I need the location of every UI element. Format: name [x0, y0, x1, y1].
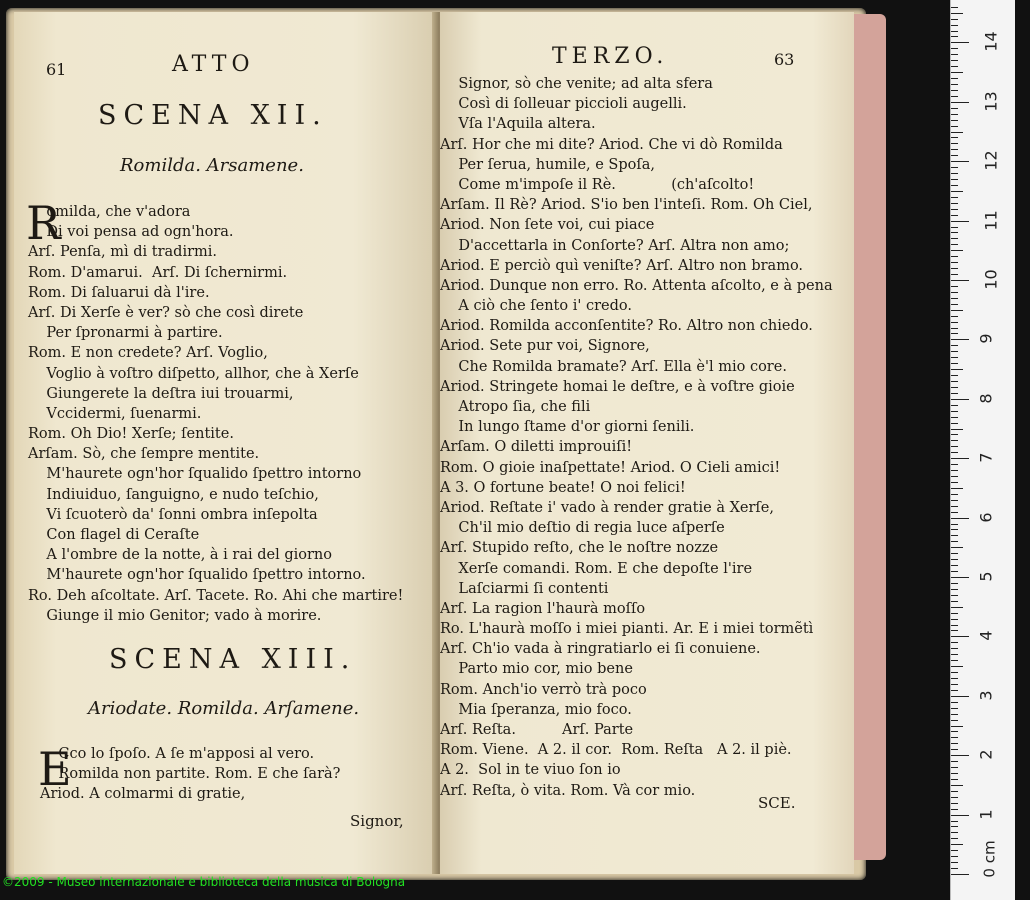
verse-line: In lungo ſtame d'or giorni ſenili. [440, 419, 695, 436]
verse-line: Arſ. La ragion l'haurà moſſo [440, 600, 646, 617]
ruler-tick [951, 850, 958, 851]
ruler-tick [951, 197, 958, 198]
ruler-tick [951, 417, 958, 418]
ruler-tick [951, 244, 958, 245]
ruler-tick [951, 720, 958, 721]
ruler-tick [951, 541, 958, 542]
ruler-number: 2 [976, 749, 996, 760]
verse-line: Ro. L'haurà moſſo i miei pianti. Ar. E i miei tormẽtì [440, 621, 814, 638]
ruler-tick [951, 298, 958, 299]
scene-12-title: SCENA XII. [98, 100, 328, 131]
verse-line: Arſam. Sò, che ſempre mentite. [28, 446, 260, 463]
copyright-credit: ©2009 - Museo internazionale e biblioteca della musica di Bologna [2, 875, 406, 889]
ruler-tick [951, 36, 958, 37]
ruler-tick [951, 203, 958, 204]
ruler-number: 12 [981, 150, 1001, 171]
ruler-tick [951, 345, 958, 346]
ruler-number: 5 [976, 571, 996, 582]
ruler-tick [951, 779, 958, 780]
ruler-tick [951, 60, 958, 61]
ruler-tick [951, 470, 958, 471]
ruler-tick [951, 512, 958, 513]
ruler-tick [951, 696, 969, 697]
ruler-unit-label: 0 cm [980, 840, 999, 878]
verse-line: Giunge il mio Genitor; vado à morire. [28, 607, 322, 624]
verse-line: Rom. Anch'io verrò trà poco [440, 681, 647, 698]
ruler-tick [951, 375, 958, 376]
ruler-tick [951, 494, 958, 495]
verse-line: Ariod. E perciò quì veniſte? Arſ. Altro non bramo. [440, 257, 804, 274]
verse-line: Ariod. Romilda acconſentite? Ro. Altro non chiedo. [440, 318, 813, 335]
right-page [440, 12, 854, 874]
verse-line: Arſam. O diletti improuiſi! [440, 439, 633, 456]
ruler-tick [951, 304, 958, 305]
ruler-tick [951, 518, 969, 519]
verse-line: Mia ſperanza, mio foco. [440, 701, 632, 718]
verse-line: Voglio à voſtro diſpetto, allhor, che à Xerſe [28, 365, 359, 382]
ruler-tick [951, 607, 963, 608]
ruler-tick [951, 619, 958, 620]
running-head-left: ATTO [172, 52, 255, 77]
ruler-tick [951, 636, 969, 637]
ruler-tick [951, 227, 958, 228]
ruler-tick [951, 743, 958, 744]
verse-line: Vi ſcuoterò da' ſonni ombra inſepolta [28, 506, 318, 523]
ruler-tick [951, 132, 963, 133]
verse-line: Arſ. Reſta, ò vita. Rom. Và cor mio. [440, 782, 696, 799]
ruler-tick [951, 179, 958, 180]
verse-line: Xerſe comandi. Rom. E che depoſte l'ire [440, 560, 753, 577]
ruler-tick [951, 155, 958, 156]
ruler-tick [951, 387, 958, 388]
verse-line: Atropo ſia, che fili [440, 399, 591, 415]
page-number-right: 63 [774, 50, 795, 69]
ruler-tick [951, 78, 958, 79]
ruler-tick [951, 832, 958, 833]
ruler-tick [951, 286, 958, 287]
ruler-tick [951, 137, 958, 138]
ruler-tick [951, 565, 958, 566]
ruler-tick [951, 803, 958, 804]
verse-line: Arſ. Hor che mi dite? Ariod. Che vi dò Romilda [440, 136, 783, 153]
ruler-tick [951, 613, 958, 614]
ruler-number: 13 [981, 91, 1001, 112]
scene-13-characters: Ariodate. Romilda. Arſamene. [88, 698, 360, 719]
verse-line: Così di ſolleuar piccioli augelli. [440, 96, 687, 113]
ruler-number: 10 [981, 269, 1001, 290]
ruler-tick [951, 708, 958, 709]
ruler-tick [951, 126, 958, 127]
right-page-text [440, 74, 833, 801]
ruler-tick [951, 215, 958, 216]
ruler-tick [951, 844, 963, 845]
measuring-ruler [950, 0, 1015, 900]
verse-line: Con flagel di Ceraſte [28, 527, 200, 543]
verse-line: Ariod. Stringete homai le deſtre, e à voſtre gioie [440, 378, 795, 395]
ruler-tick [951, 429, 963, 430]
ruler-tick [951, 642, 958, 643]
ruler-tick [951, 393, 958, 394]
ruler-tick [951, 280, 969, 281]
ruler-tick [951, 690, 958, 691]
ruler-tick [951, 714, 958, 715]
verse-line: Ariod. Sete pur voi, Signore, [440, 338, 650, 355]
ruler-tick [951, 167, 958, 168]
ruler-tick [951, 464, 958, 465]
verse-line: Di voi pensa ad ogn'hora. [28, 224, 234, 241]
verse-line: Cco lo ſpoſo. A ſe m'apposi al vero. [40, 746, 315, 762]
ruler-tick [951, 48, 958, 49]
ruler-tick [951, 702, 958, 703]
ruler-tick [951, 559, 958, 560]
ruler-tick [951, 476, 958, 477]
verse-line: Rom. Viene. A 2. il cor. Rom. Reſta A 2. il piè. [440, 742, 792, 759]
ruler-tick [951, 434, 958, 435]
verse-line: Vccidermi, ſuenarmi. [28, 405, 202, 422]
ruler-tick [951, 809, 958, 810]
ruler-tick [951, 672, 958, 673]
ruler-tick [951, 72, 963, 73]
verse-line: A ciò che ſento i' credo. [440, 298, 632, 315]
ruler-tick [951, 625, 958, 626]
ruler-tick [951, 191, 963, 192]
drop-cap-e: E [38, 742, 72, 796]
ruler-tick [951, 399, 969, 400]
ruler-tick [951, 666, 963, 667]
verse-line: A l'ombre de la notte, à i rai del giorno [28, 547, 332, 564]
ruler-tick [951, 96, 958, 97]
ruler-tick [951, 328, 958, 329]
ruler-tick [951, 535, 958, 536]
ruler-tick [951, 660, 958, 661]
ruler-tick [951, 108, 958, 109]
verse-line: A 2. Sol in te viuo ſon io [440, 762, 621, 779]
ruler-tick [951, 601, 958, 602]
ruler-tick [951, 274, 958, 275]
catchword-left: Signor, [350, 812, 404, 830]
ruler-tick [951, 749, 958, 750]
verse-line: Giungerete la deſtra iui trouarmi, [28, 385, 294, 402]
ruler-tick [951, 7, 958, 8]
ruler-tick [951, 731, 958, 732]
ruler-tick [951, 363, 958, 364]
ruler-tick [951, 767, 958, 768]
verse-line: Laſciarmi ſi contenti [440, 580, 609, 597]
ruler-tick [951, 268, 958, 269]
ruler-tick [951, 19, 958, 20]
ruler-tick [951, 411, 958, 412]
ruler-tick [951, 232, 958, 233]
verse-line: Romilda non partite. Rom. E che ſarà? [40, 766, 341, 783]
scene-12-text [26, 196, 404, 626]
ruler-tick [951, 500, 958, 501]
verse-line: Rom. Oh Dio! Xerſe; ſentite. [28, 426, 234, 443]
ruler-tick [951, 737, 958, 738]
scene-13-text [40, 744, 340, 805]
verse-line: Ariod. Reſtate i' vado à render gratie à Xerſe, [440, 499, 774, 516]
verse-line: Arſ. Ch'io vada à ringratiarlo ei ſi conuiene. [440, 641, 761, 658]
ruler-tick [951, 102, 969, 103]
ruler-tick [951, 446, 958, 447]
verse-line: A 3. O fortune beate! O noi felici! [440, 479, 686, 496]
ruler-tick [951, 583, 958, 584]
ruler-tick [951, 815, 969, 816]
ruler-tick [951, 120, 958, 121]
ruler-tick [951, 322, 958, 323]
ruler-number: 6 [976, 512, 996, 523]
ruler-tick [951, 185, 958, 186]
ruler-number: 7 [976, 452, 996, 463]
ruler-number: 8 [976, 393, 996, 404]
ruler-number: 14 [981, 31, 1001, 53]
ruler-tick [951, 250, 963, 251]
ruler-tick [951, 553, 958, 554]
catchword-right: SCE. [758, 794, 796, 812]
ruler-tick [951, 488, 963, 489]
ruler-tick [951, 221, 969, 222]
ruler-tick [951, 761, 958, 762]
verse-line: Vſa l'Aquila altera. [440, 116, 596, 133]
ruler-tick [951, 31, 958, 32]
scene-12-characters: Romilda. Arsamene. [120, 155, 304, 176]
verse-line: Come m'impoſe il Rè. (ch'aſcolto! [440, 176, 755, 193]
ruler-tick [951, 423, 958, 424]
ruler-tick [951, 25, 958, 26]
ruler-tick [951, 785, 963, 786]
ruler-tick [951, 654, 958, 655]
ruler-tick [951, 826, 958, 827]
ruler-tick [951, 648, 958, 649]
ruler-tick [951, 13, 963, 14]
scene-13-title: SCENA XIII. [109, 644, 357, 675]
verse-line: Rom. E non credete? Arſ. Voglio, [28, 345, 268, 362]
ruler-tick [951, 821, 958, 822]
ruler-tick [951, 161, 969, 162]
ruler-tick [951, 405, 958, 406]
ruler-tick [951, 684, 958, 685]
ruler-number: 4 [976, 630, 996, 641]
running-head-right: TERZO. [552, 44, 669, 69]
ruler-tick [951, 310, 963, 311]
ruler-number: 3 [976, 690, 996, 701]
ruler-tick [951, 862, 958, 863]
ruler-tick [951, 529, 958, 530]
verse-line: Ariod. A colmarmi di gratie, [40, 786, 246, 803]
ruler-tick [951, 357, 958, 358]
ruler-tick [951, 547, 963, 548]
ruler-tick [951, 66, 958, 67]
ruler-tick [951, 209, 958, 210]
verse-line: Ariod. Dunque non erro. Ro. Attenta aſcolto, e à pena [440, 277, 833, 294]
ruler-tick [951, 868, 958, 869]
ruler-tick [951, 369, 963, 370]
verse-line: Rom. D'amarui. Arſ. Di ſchernirmi. [28, 264, 288, 281]
verse-line: Ro. Deh aſcoltate. Arſ. Tacete. Ro. Ahi che martire! [28, 587, 404, 604]
ruler-tick [951, 506, 958, 507]
ruler-tick [951, 838, 958, 839]
ruler-number: 9 [976, 333, 996, 344]
ruler-tick [951, 84, 958, 85]
verse-line: Signor, sò che venite; ad alta sfera [440, 76, 713, 92]
drop-cap-r: R [26, 196, 61, 250]
verse-line: Ariod. Non ſete voi, cui piace [440, 217, 655, 234]
ruler-tick [951, 114, 958, 115]
ruler-tick [951, 874, 969, 875]
ruler-tick [951, 381, 958, 382]
verse-line: D'accettarla in Conſorte? Arſ. Altra non amo; [440, 237, 790, 254]
ruler-tick [951, 149, 958, 150]
verse-line: Arſ. Penſa, mì di tradirmi. [28, 244, 218, 261]
ruler-tick [951, 571, 958, 572]
ruler-tick [951, 292, 958, 293]
ruler-tick [951, 856, 958, 857]
left-page [14, 12, 438, 874]
verse-line: Arſ. Reſta. Arſ. Parte [440, 722, 634, 738]
verse-line: Arſam. Il Rè? Ariod. S'io ben l'inteſi. Rom. Oh Ciel, [440, 197, 813, 214]
verse-line: Arſ. Stupido reſto, che le noſtre nozze [440, 540, 719, 557]
ruler-tick [951, 678, 958, 679]
ruler-tick [951, 316, 958, 317]
ruler-number: 1 [976, 809, 996, 820]
ruler-tick [951, 791, 958, 792]
ruler-tick [951, 524, 958, 525]
verse-line: Ch'il mio deſtio di regia luce aſperſe [440, 520, 725, 537]
ruler-tick [951, 482, 958, 483]
verse-line: Arſ. Di Xerſe è ver? sò che così direte [28, 304, 304, 321]
ruler-tick [951, 726, 963, 727]
ruler-tick [951, 333, 958, 334]
ruler-number: 11 [981, 209, 1001, 231]
ruler-tick [951, 589, 958, 590]
ruler-tick [951, 797, 958, 798]
verse-line: Rom. Di ſaluarui dà l'ire. [28, 284, 210, 301]
ruler-tick [951, 452, 958, 453]
ruler-tick [951, 440, 958, 441]
ruler-tick [951, 595, 958, 596]
verse-line: Rom. O gioie inaſpettate! Ariod. O Cieli amici! [440, 459, 781, 476]
ruler-tick [951, 42, 969, 43]
ruler-tick [951, 755, 969, 756]
ruler-tick [951, 339, 969, 340]
page-number-left: 61 [46, 60, 67, 79]
verse-line: Parto mio cor, mio bene [440, 661, 633, 678]
verse-line: Indiuiduo, ſanguigno, e nudo teſchio, [28, 486, 319, 503]
ruler-tick [951, 90, 958, 91]
ruler-tick [951, 577, 969, 578]
verse-line: Per ſerua, humile, e Spoſa, [440, 156, 656, 173]
ruler-tick [951, 458, 969, 459]
ruler-tick [951, 143, 958, 144]
ruler-tick [951, 351, 958, 352]
ruler-tick [951, 262, 958, 263]
ruler-tick [951, 256, 958, 257]
ruler-tick [951, 630, 958, 631]
verse-line: Che Romilda bramate? Arſ. Ella è'l mio core. [440, 358, 787, 375]
verse-line: M'haurete ogn'hor ſqualido ſpettro intorno. [28, 567, 366, 584]
ruler-tick [951, 173, 958, 174]
ruler-tick [951, 54, 958, 55]
ruler-tick [951, 773, 958, 774]
verse-line: Per ſpronarmi à partire. [28, 325, 223, 342]
verse-line: omilda, che v'adora [28, 204, 191, 220]
ruler-tick [951, 238, 958, 239]
verse-line: M'haurete ogn'hor ſqualido ſpettro intorno [28, 466, 362, 483]
